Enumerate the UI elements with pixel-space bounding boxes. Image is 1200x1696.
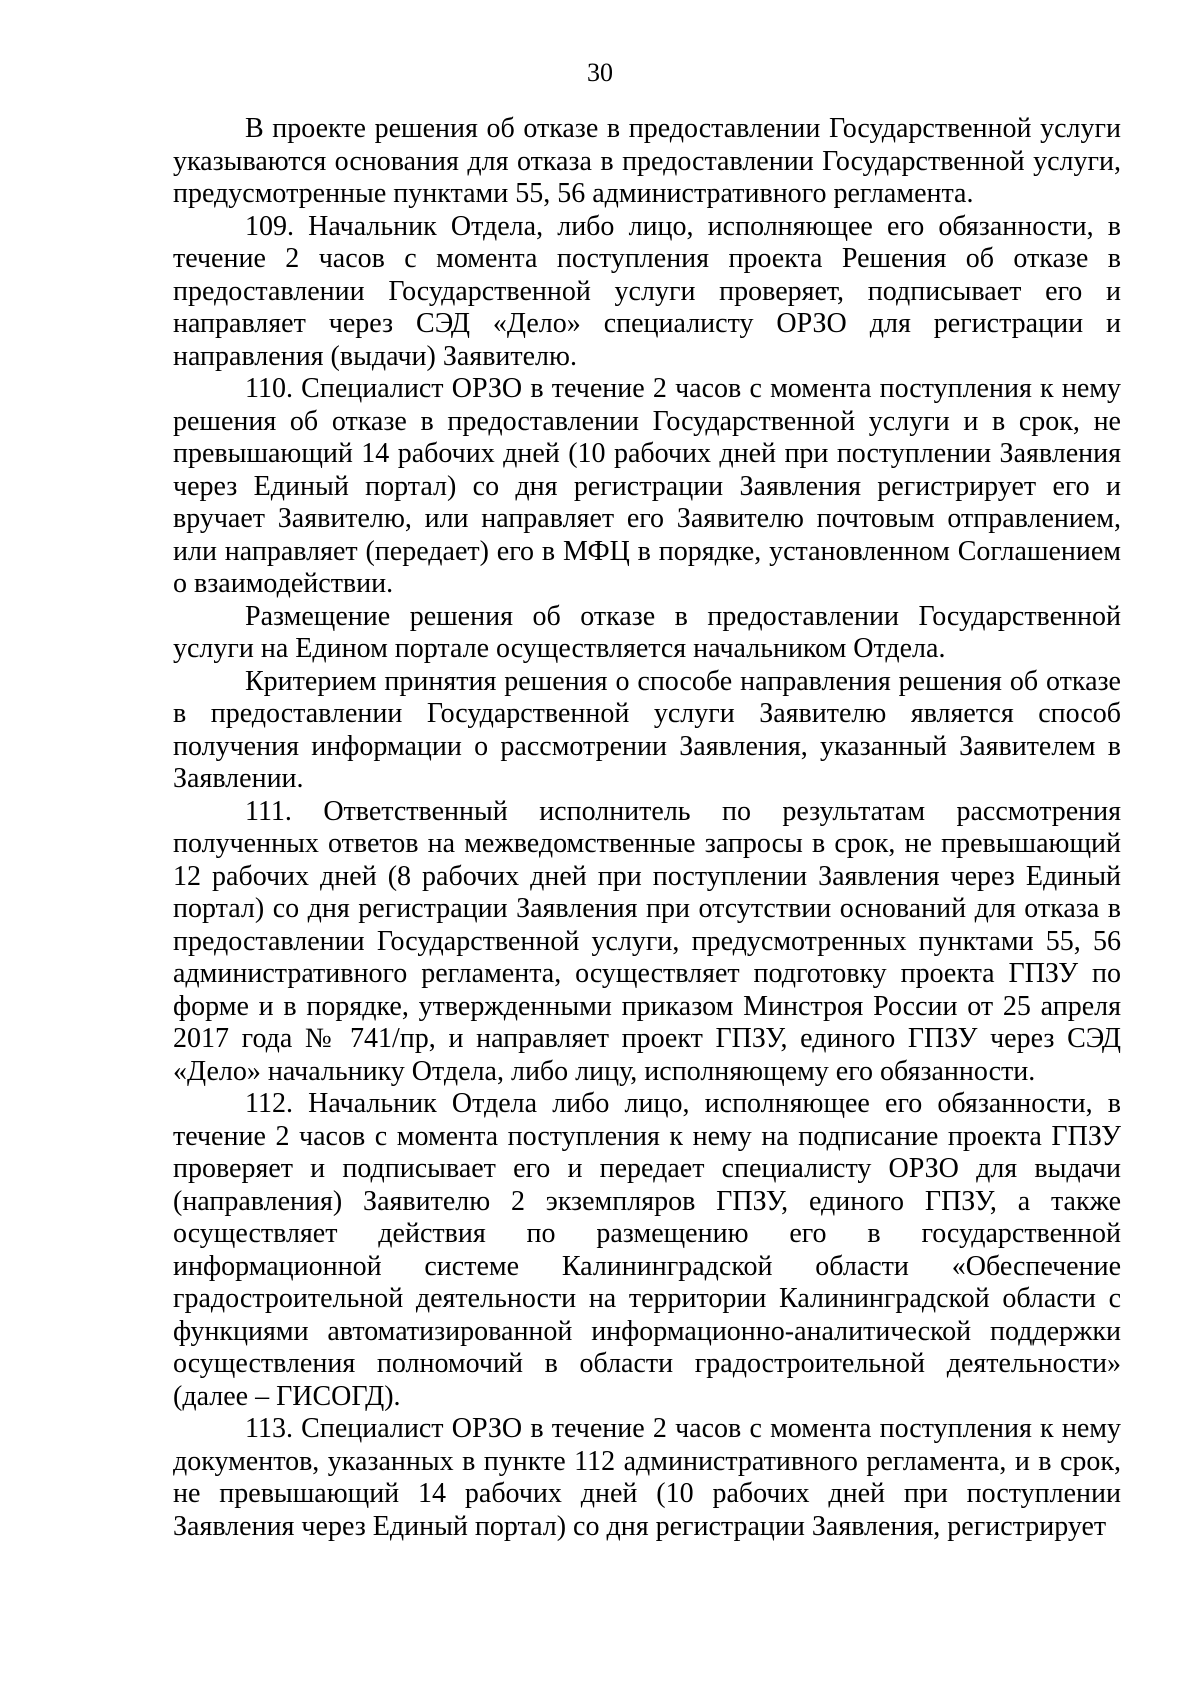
paragraph-113: 113. Специалист ОРЗО в течение 2 часов с момента поступления к нему документов, указанных в пункте 112 административного регламента, и в срок, не превышающий 14 рабочих дней (10 рабочих дней при поступлении Заявления через Единый портал) со дня регистрации Заявления, регистрирует bbox=[173, 1413, 1121, 1542]
page-number: 30 bbox=[587, 58, 613, 87]
paragraph-intro: В проекте решения об отказе в предоставлении Государственной услуги указываются основания для отказа в предоставлении Государственной услуги, предусмотренные пунктами 55, 56 административного регламента. bbox=[173, 113, 1121, 209]
paragraph-110: 110. Специалист ОРЗО в течение 2 часов с момента поступления к нему решения об отказе в предоставлении Государственной услуги и в срок, не превышающий 14 рабочих дней (10 рабочих дней при поступлении Заявления через Единый портал) со дня регистрации Заявления регистрирует его и вручает Заявителю, или направляет его Заявителю почтовым отправлением, или направляет (передает) его в МФЦ в порядке, установленном Соглашением о взаимодействии. bbox=[173, 373, 1121, 599]
paragraph-placement: Размещение решения об отказе в предоставлении Государственной услуги на Едином портале осуществляется начальником Отдела. bbox=[173, 600, 1121, 664]
paragraph-112: 112. Начальник Отдела либо лицо, исполняющее его обязанности, в течение 2 часов с момента поступления к нему на подписание проекта ГПЗУ проверяет и подписывает его и передает специалисту ОРЗО для выдачи (направления) Заявителю 2 экземпляров ГПЗУ, единого ГПЗУ, а также осуществляет действия по размещению его в государственной информационной системе Калининградской области «Обеспечение градостроительной деятельности на территории Калининградской области с функциями автоматизированной информационно-аналитической поддержки осуществления полномочий в области градостроительной деятельности» (далее – ГИСОГД). bbox=[173, 1088, 1121, 1412]
paragraph-111: 111. Ответственный исполнитель по результатам рассмотрения полученных ответов на межведомственные запросы в срок, не превышающий 12 рабочих дней (8 рабочих дней при поступлении Заявления через Единый портал) со дня регистрации Заявления при отсутствии оснований для отказа в предоставлении Государственной услуги, предусмотренных пунктами 55, 56 административного регламента, осуществляет подготовку проекта ГПЗУ по форме и в порядке, утвержденными приказом Минстроя России от 25 апреля 2017 года № 741/пр, и направляет проект ГПЗУ, единого ГПЗУ через СЭД «Дело» начальнику Отдела, либо лицу, исполняющему его обязанности. bbox=[173, 795, 1121, 1087]
paragraph-109: 109. Начальник Отдела, либо лицо, исполняющее его обязанности, в течение 2 часов с момента поступления проекта Решения об отказе в предоставлении Государственной услуги проверяет, подписывает его и направляет через СЭД «Дело» специалисту ОРЗО для регистрации и направления (выдачи) Заявителю. bbox=[173, 210, 1121, 372]
document-body bbox=[173, 113, 1121, 1543]
paragraph-criterion: Критерием принятия решения о способе направления решения об отказе в предоставлении Государственной услуги Заявителю является способ получения информации о рассмотрении Заявления, указанный Заявителем в Заявлении. bbox=[173, 665, 1121, 794]
